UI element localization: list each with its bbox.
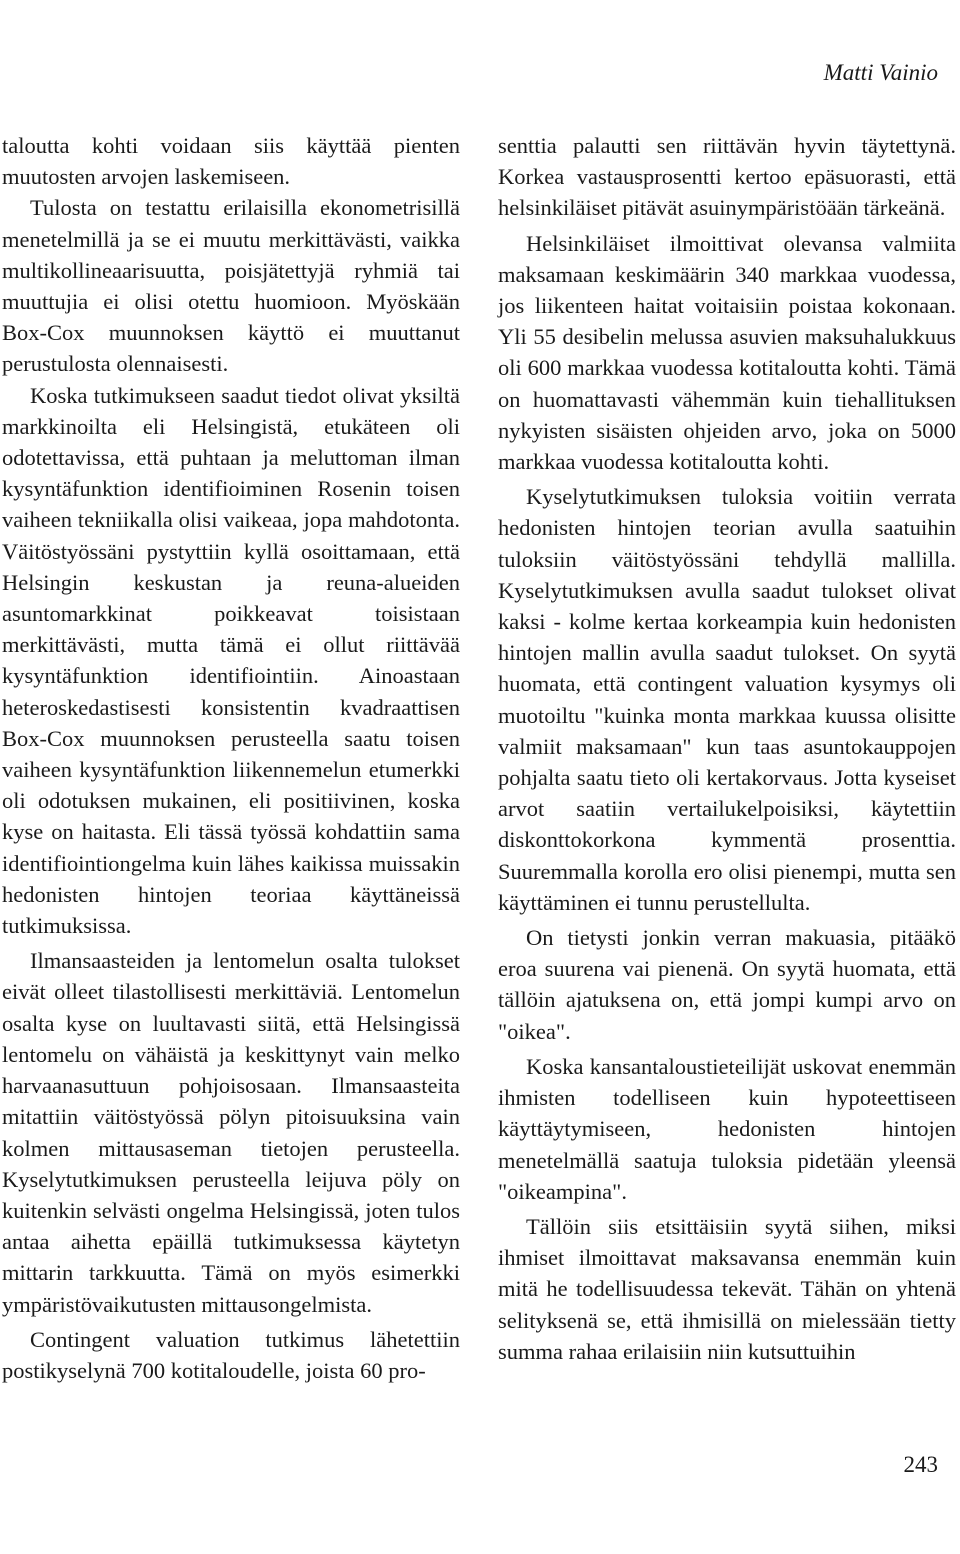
paragraph: Tulosta on testattu erilaisilla ekonometrisillä menetelmillä ja se ei muutu merkittävästi, vaikka multikollineaarisuutta, poisjätettyjä ryhmiä tai muuttujia ei olisi otettu huomioon. Myöskään Box-Cox muunnoksen käyttö ei muuttanut perustulosta olennaisesti. (2, 195, 460, 377)
paragraph: On tietysti jonkin verran makuasia, pitääkö eroa suurena vai pienenä. On syytä huomata, että tällöin ajatuksena on, että jompi kumpi arvo on "oikea". (498, 925, 956, 1044)
paragraph: taloutta kohti voidaan siis käyttää pienten muutosten arvojen laskemiseen. (2, 133, 460, 190)
paragraph: Koska tutkimukseen saadut tiedot olivat yksiltä markkinoilta eli Helsingistä, etukäteen oli odotettavissa, että puhtaan ja meluttoman ilman kysyntäfunktion identifioiminen Rosenin toisen vaiheen tekniikalla olisi vaikeaa, jopa mahdotonta. Väitöstyössäni pystyttiin kyllä osoittamaan, että Helsingin keskustan ja reuna-alueiden asuntomarkkinat poikkeavat toisistaan merkittävästi, mutta tämä ei ollut riittävää kysyntäfunktion identifiointiin. Ainoastaan heteroskedastisesti konsistentin kvadraattisen Box-Cox muunnoksen perusteella saatu toisen vaiheen kysyntäfunktion liikennemelun etumerkki oli odotuksen mukainen, eli positiivinen, koska kyse on haitasta. Eli tässä työssä kohdattiin sama identifiointiongelma kuin lähes kaikissa muissakin hedonisten hintojen teoriaa käyttäneissä tutkimuksissa. (2, 382, 460, 939)
paragraph: Koska kansantaloustieteilijät uskovat enemmän ihmisten todelliseen kuin hypoteettiseen käyttäytymiseen, hedonisten hintojen menetelmällä saatuja tuloksia pidetään yleensä "oikeampina". (498, 1053, 956, 1204)
paragraph: Helsinkiläiset ilmoittivat olevansa valmiita maksamaan keskimäärin 340 markkaa vuodessa, jos liikenteen haitat voitaisiin poistaa kokonaan. Yli 55 desibelin melussa asuvien maksuhalukkuus oli 600 markkaa vuodessa kotitaloutta kohti. Tämä on huomattavasti vähemmän kuin tiehallituksen nykyisten sisäisten ohjeiden arvo, joka on 5000 markkaa vuodessa kotitaloutta kohti. (498, 230, 956, 475)
paragraph: Contingent valuation tutkimus lähetettiin postikyselynä 700 kotitaloudelle, joista 60 pro- (2, 1326, 460, 1383)
paragraph: Tällöin siis etsittäisiin syytä siihen, miksi ihmiset ilmoittavat maksavansa enemmän kuin mitä he todellisuudessa tekevät. Tähän on yhtenä selityksenä se, että ihmisillä on mielessään tietty summa rahaa erilaisiin niin kutsuttuihin (498, 1213, 956, 1364)
paragraph: Kyselytutkimuksen tuloksia voitiin verrata hedonisten hintojen teorian avulla saatuihin tuloksiin väitöstyössäni tehdyllä mallilla. Kyselytutkimuksen avulla saadut tulokset olivat kaksi - kolme kertaa korkeampia kuin hedonisten hintojen mallin avulla saadut tulokset. On syytä huomata, että contingent valuation kysymys oli muotoiltu "kuinka monta markkaa kuussa olisitte valmiit maksamaan" kun taas asuntokauppojen pohjalta saatu tieto oli kertakorvaus. Jotta kyseiset arvot saatiin vertailukelpoisiksi, käytettiin diskonttokorkona kymmentä prosenttia. Suuremmalla korolla ero olisi pienempi, mutta sen käyttäminen ei tunnu perustellulta. (498, 484, 956, 915)
page-number: 243 (903, 1452, 938, 1477)
running-head-author: Matti Vainio (823, 60, 938, 85)
right-column (498, 130, 956, 1367)
paragraph: senttia palautti sen riittävän hyvin täytettynä. Korkea vastausprosentti kertoo epäsuorasti, että helsinkiläiset pitävät asuinympäristöään tärkeänä. (498, 133, 956, 221)
paragraph: Ilmansaasteiden ja lentomelun osalta tulokset eivät olleet tilastollisesti merkittäviä. Lentomelun osalta kyse on luultavasti siitä, että Helsingissä lentomelu on vähäistä ja keskittynyt vain melko harvaanasuttuun pohjoisosaan. Ilmansaasteita mitattiin väitöstyössä pölyn pitoisuuksina vain kolmen mittausaseman tietojen perusteella. Kyselytutkimuksen perusteella leijuva pöly on kuitenkin selvästi ongelma Helsingissä, joten tulos antaa aihetta epäillä tutkimuksessa käytetyn mittarin tarkkuutta. Tämä on myös esimerkki ympäristövaikutusten mittausongelmista. (2, 948, 460, 1317)
left-column (2, 130, 460, 1386)
